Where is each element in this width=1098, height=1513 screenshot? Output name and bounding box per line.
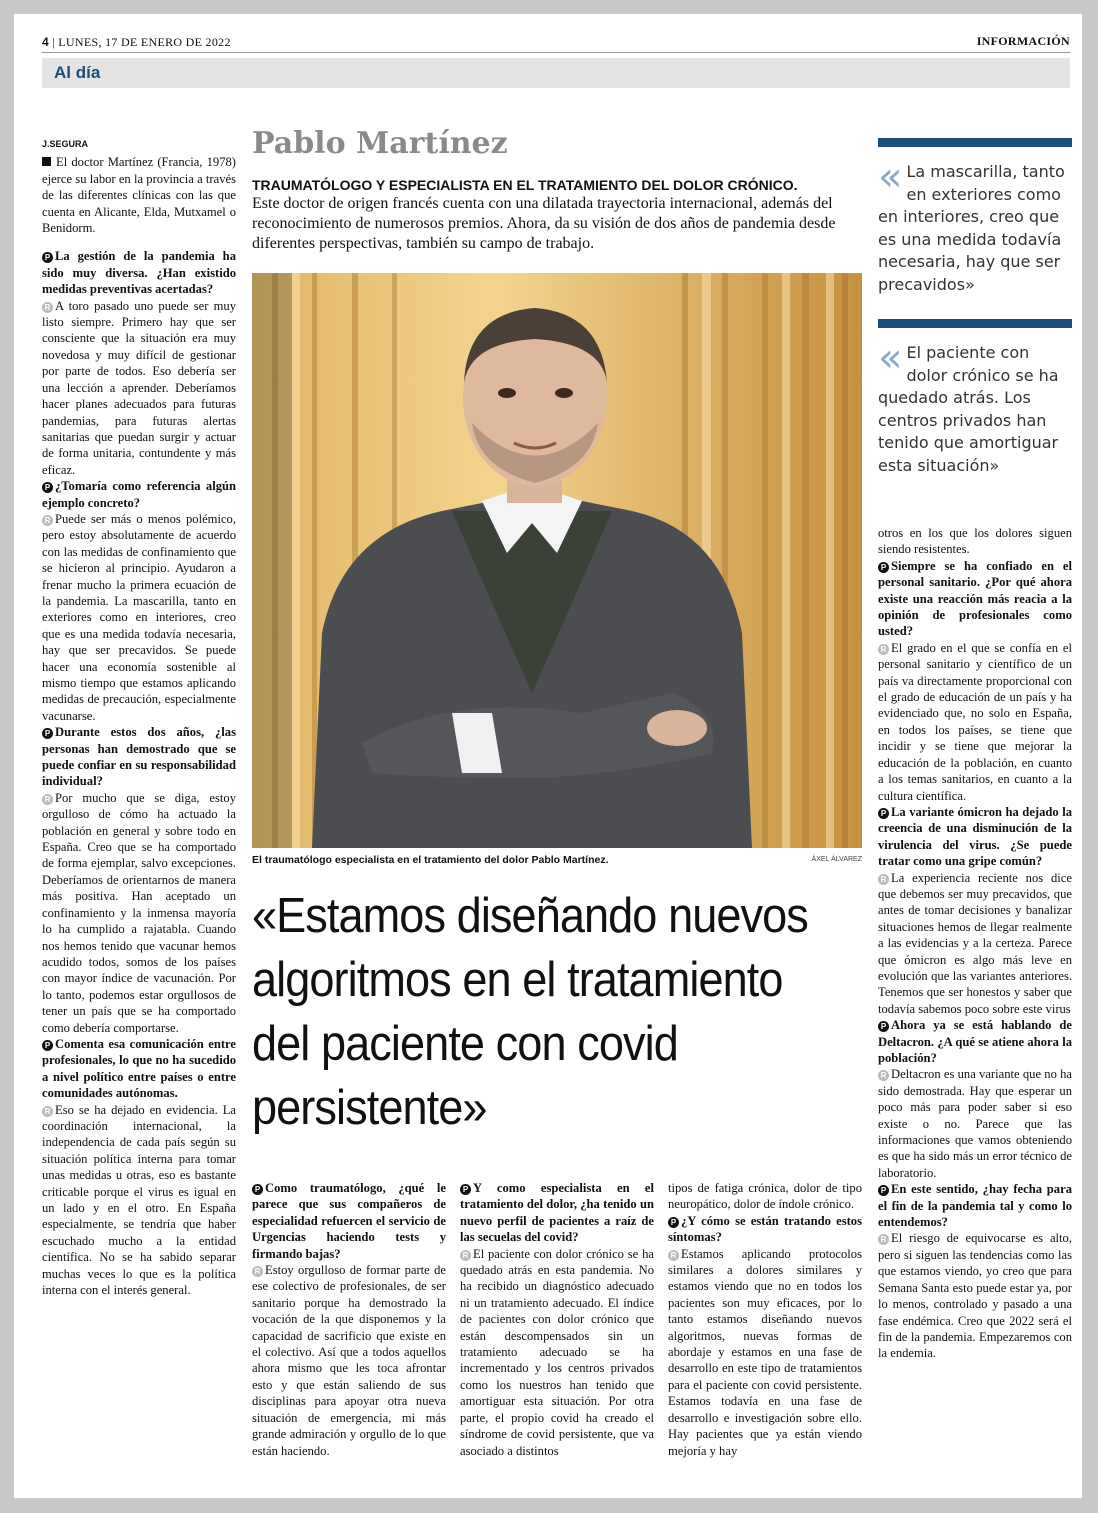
answer-mark-icon: R [878, 1070, 889, 1081]
answer: R La experiencia reciente nos dice que debemos ser muy precavidos, que antes de tomar decisiones y banalizar situaciones hemos de llegar realmente a las evidencias y a la certeza. Parece que ómicron es algo más leve en evolución que las variantes anteriores. Tenemos que ser honestos y saber que todavía sabemos poco sobre este virus [878, 870, 1072, 1016]
question-mark-icon: P [42, 482, 53, 493]
answer: R Por mucho que se diga, estoy orgulloso de cómo ha actuado la población en general y sobre todo en España. Creo que se ha comportado de forma ejemplar, salvo excepciones. Deberíamos de orientarnos de manera más positiva. Han aceptado un confinamiento y la inmensa mayoría lo ha cumplido a rajatabla. Cuando nos hemos tenido que vacunar hemos acudido todos, somos de los países con mayor índice de vacunación. Por lo tanto, podemos estar orgullosos de tener un país que se ha comportado como debería comportarse. [42, 790, 236, 1035]
answer-mark-icon: R [42, 1106, 53, 1117]
photo-credit: ÁXEL ÁLVAREZ [811, 856, 862, 863]
question: P En este sentido, ¿hay fecha para el fin de la pandemia tal y como lo entendemos? [878, 1182, 1072, 1230]
interviewee-name: Pablo Martínez [252, 126, 508, 161]
intro-text: Este doctor de origen francés cuenta con una dilatada trayectoria internacional, además del reconocimiento de numerosos premios. Ahora, da su visión de dos años de pandemia desde diferentes perspectivas, también su campo de trabajo. [252, 195, 836, 252]
page-folio: 4 | LUNES, 17 DE ENERO DE 2022 INFORMACIÓN [42, 32, 1070, 53]
pull-quote-text: El paciente con dolor crónico se ha quedado atrás. Los centros privados han tenido que amortiguar esta situación» [878, 343, 1059, 475]
question: P Como traumatólogo, ¿qué le parece que sus compañeros de especialidad refuercen el servicio de Urgencias haciendo tests y firmando bajas? [252, 1181, 446, 1261]
photo-caption: El traumatólogo especialista en el tratamiento del dolor Pablo Martínez. [252, 854, 609, 866]
answer-mark-icon: R [252, 1266, 263, 1277]
section-title: Al día [54, 63, 101, 82]
portrait-photo [252, 273, 862, 848]
answer-mark-icon: R [878, 1234, 889, 1245]
answer-mark-icon: R [42, 515, 53, 526]
quote-mark-icon: « [878, 154, 903, 200]
question-mark-icon: P [42, 1040, 53, 1051]
answer-mark-icon: R [460, 1250, 471, 1261]
pull-quote-2 [878, 319, 1072, 477]
question: P Durante estos dos años, ¿las personas han demostrado que se puede confiar en su responsabilidad individual? [42, 725, 236, 789]
answer-mark-icon: R [42, 302, 53, 313]
newspaper-name: INFORMACIÓN [976, 34, 1070, 48]
question-mark-icon: P [878, 562, 889, 573]
question-mark-icon: P [460, 1184, 471, 1195]
answer-mark-icon: R [668, 1250, 679, 1261]
question: P Ahora ya se está hablando de Deltacron. ¿A qué se atiene ahora la población? [878, 1018, 1072, 1065]
page-number: 4 [42, 35, 49, 49]
answer: R A toro pasado uno puede ser muy listo siempre. Primero hay que ser consciente que la situación era muy novedosa y muy difícil de gestionar por parte de todos. Eso debería ser una lección a aprender. Deberíamos hacer planes adecuados para futuras pandemias, para futuras alertas sanitarias que puedan surgir y actuar de forma unitaria, contundente y más eficaz. [42, 298, 236, 477]
quote-bar [878, 138, 1072, 147]
question: P Y como especialista en el tratamiento del dolor, ¿ha tenido un nuevo perfil de pacientes a raíz de las secuelas del covid? [460, 1181, 654, 1245]
quote-mark-icon: « [878, 335, 903, 381]
portrait-illustration [252, 273, 862, 848]
quote-bar [878, 319, 1072, 328]
answer-mark-icon: R [878, 874, 889, 885]
answer: R El paciente con dolor crónico se ha quedado atrás en esta pandemia. No ha recibido un diagnóstico adecuado ni un tratamiento adecuado. El índice de pacientes con dolor crónico que están descompensados sin un tratamiento adecuado se ha incrementado y los centros privados como los nuestros han tenido que amortiguar esta situación. Por otra parte, el propio covid ha creado el síndrome de covid persistente, que va asociado a distintos [460, 1246, 654, 1458]
question-mark-icon: P [42, 252, 53, 263]
continued-text: otros en los que los dolores siguen siendo resistentes. [878, 526, 1072, 557]
subhead: TRAUMATÓLOGO Y ESPECIALISTA EN EL TRATAMIENTO DEL DOLOR CRÓNICO. [252, 177, 798, 193]
issue-date: LUNES, 17 DE ENERO DE 2022 [58, 35, 231, 49]
text-column-4 [668, 1180, 862, 1459]
question-mark-icon: P [252, 1184, 263, 1195]
answer: R Deltacron es una variante que no ha sido demostrada. Hay que esperar un poco más para poder saber si eso existe o no. Parece que las informaciones que vamos obteniendo es que ha sido más un error técnico de laboratorio. [878, 1067, 1072, 1180]
question-mark-icon: P [878, 1185, 889, 1196]
question-mark-icon: P [878, 808, 889, 819]
answer: R El grado en el que se confía en el personal sanitario y científico de un país va directamente proporcional con el grado de educación de un país y ha evidenciado que, no solo en España, en todos los países, se tiene que incidir y se tiene que mejorar la educación de la población, en cuanto a los temas sanitarios, en cuanto a la cultura científica. [878, 640, 1072, 803]
answer: R Estamos aplicando protocolos similares a dolores similares y estamos viendo que no en todos los pacientes son muy eficaces, por lo tanto estamos diseñando nuevos algoritmos, nuevas formas de abordaje y estamos en una fase de desarrollo en este tipo de tratamientos para el paciente con covid persistente. Estamos todavía en una fase de desarrollo e investigación sobre ello. Hay pacientes que ya están viendo mejoría y hay [668, 1246, 862, 1458]
answer-mark-icon: R [42, 794, 53, 805]
question-mark-icon: P [668, 1217, 679, 1228]
question: P La gestión de la pandemia ha sido muy diversa. ¿Han existido medidas preventivas acertadas? [42, 249, 236, 297]
answer: R Eso se ha dejado en evidencia. La coordinación internacional, la independencia de cada país según su situación política interna para tomar unas medidas u otras, eso es bastante criticable porque el virus es igual en un lado y en el otro. En España especialmente, se tendría que haber escuchado mucho a la entidad científica. No se ha sabido separar muchas veces lo que es la política interna con el interés general. [42, 1102, 236, 1298]
text-column-1 [42, 136, 236, 1298]
question-mark-icon: P [42, 728, 53, 739]
question: P Siempre se ha confiado en el personal sanitario. ¿Por qué ahora existe una reacción más reacia a la opinión de profesionales como usted? [878, 558, 1072, 639]
text-column-5 [878, 525, 1072, 1362]
section-bar [42, 58, 1070, 88]
text-column-3 [460, 1180, 654, 1459]
answer: R El riesgo de equivocarse es alto, pero si siguen las tendencias como las que estamos viendo, yo creo que para Semana Santa esto puede estar ya, por lo menos, controlado y pasado a una fase endémica. Creo que 2022 será el fin de la pandemia. Empezaremos con la endemia. [878, 1231, 1072, 1361]
question: P La variante ómicron ha dejado la creencia de una disminución de la virulencia del virus. ¿Se puede tratar como una gripe común? [878, 804, 1072, 869]
column-spacer [42, 236, 236, 248]
continued-text: tipos de fatiga crónica, dolor de tipo neuropático, dolor de índole crónico. [668, 1181, 862, 1212]
square-bullet-icon [42, 157, 51, 166]
answer-mark-icon: R [878, 644, 889, 655]
answer: R Estoy orgulloso de formar parte de ese colectivo de profesionales, de ser sanitario porque ha demostrado la vocación de la que disponemos y la capacidad de sacrificio que existe en el colectivo. Así que a todos aquellos ahora mismo que les toca afrontar esto y que están saliendo de sus disciplinas para apoyar otra nueva situación de emergencia, mi más grande admiración y orgullo de lo que están haciendo. [252, 1263, 446, 1458]
question: P ¿Tomaría como referencia algún ejemplo concreto? [42, 479, 236, 510]
headline: «Estamos diseñando nuevos algoritmos en el tratamiento del paciente con covid persistente» [252, 889, 808, 1135]
answer: R Puede ser más o menos polémico, pero estoy absolutamente de acuerdo con las medidas de confinamiento que se hicieron al principio. Ayudaron a frenar mucho la primera ecuación de la pandemia. La mascarilla, tanto en exteriores como en interiores, creo que es una medida todavía necesaria, hay que ser precavidos. Se puede hacer una economía sostenible al mismo tiempo que estamos aplicando medidas de precaución, especialmente vacunarse. [42, 511, 236, 723]
question-mark-icon: P [878, 1021, 889, 1032]
question: P ¿Y cómo se están tratando estos síntomas? [668, 1213, 862, 1245]
pull-quote-text: La mascarilla, tanto en exteriores como en interiores, creo que es una medida todavía necesaria, hay que ser precavidos» [878, 162, 1065, 294]
lead-paragraph: El doctor Martínez (Francia, 1978) ejerce su labor en la provincia a través de las diferentes clínicas con las que cuenta en Alicante, Elda, Mutxamel o Benidorm. [42, 155, 236, 236]
question: P Comenta esa comunicación entre profesionales, lo que no ha sucedido a nivel político entre países o entre comunidades autónomas. [42, 1036, 236, 1101]
byline: J.SEGURA [42, 139, 89, 149]
pull-quote-1 [878, 138, 1072, 296]
text-column-2 [252, 1180, 446, 1459]
newspaper-page [14, 14, 1082, 1498]
